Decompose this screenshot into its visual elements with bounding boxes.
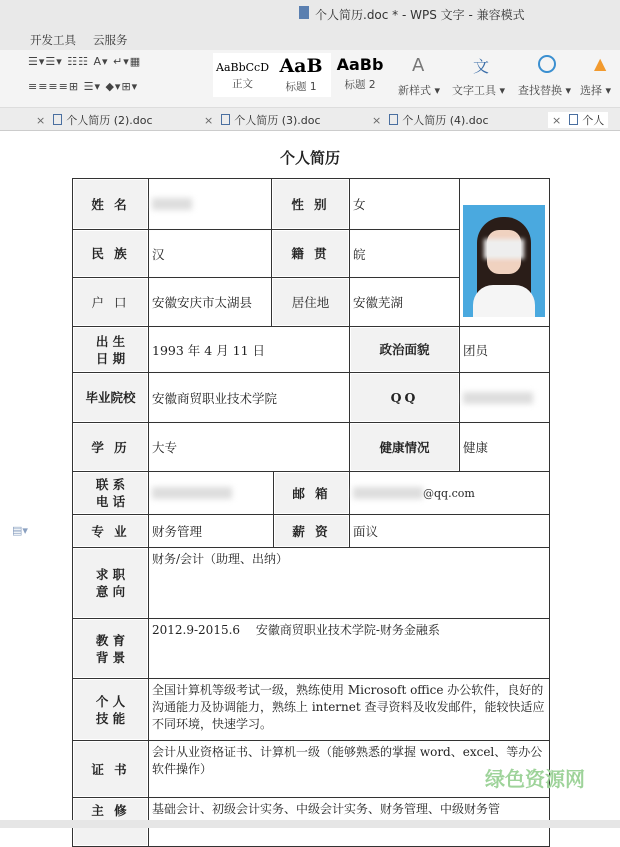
email-value: @qq.com (349, 471, 550, 515)
document-tabs (0, 108, 620, 131)
qq-value (459, 372, 550, 423)
gender-value: 女 (349, 178, 460, 230)
residence-label: 居住地 (271, 277, 350, 327)
paragraph-marker-icon[interactable]: ▤▾ (12, 524, 28, 537)
school-value: 安徽商贸职业技术学院 (148, 372, 350, 423)
doc-icon (569, 114, 578, 125)
native-value: 皖 (349, 229, 460, 278)
style-heading1[interactable]: AaB 标题 1 (279, 55, 323, 93)
education-value: 大专 (148, 422, 350, 472)
school-label: 毕业院校 (72, 372, 149, 423)
qq-label: QQ (349, 372, 460, 423)
tab-resume-4[interactable]: × 个人简历 (4).doc (372, 114, 489, 127)
status-bar (0, 820, 620, 828)
certificates-value: 会计从业资格证书、计算机一级（能够熟悉的掌握 word、excel、等办公软件操作） (148, 740, 550, 798)
education-label: 学 历 (72, 422, 149, 472)
residence-value: 安徽芜湖 (349, 277, 460, 327)
birth-value: 1993 年 4 月 11 日 (148, 326, 350, 373)
skills-label: 个 人 技 能 (72, 678, 149, 741)
document-icon (299, 6, 309, 19)
tab-resume-active[interactable]: × 个人 (548, 112, 608, 128)
phone-label: 联 系 电 话 (72, 471, 149, 515)
list-buttons-icon[interactable]: ☰▾☰▾ ☷☷ A▾ ↵▾▦ (28, 55, 142, 68)
profile-photo (463, 205, 545, 317)
tab-resume-3[interactable]: × 个人简历 (3).doc (204, 114, 321, 127)
political-label: 政治面貌 (349, 326, 460, 373)
menu-dev-tools[interactable]: 开发工具 (30, 33, 76, 47)
style-normal[interactable]: AaBbCcD 正文 (216, 61, 270, 90)
doc-icon (389, 114, 398, 125)
native-label: 籍 贯 (271, 229, 350, 278)
text-tools-button[interactable]: 文字工具 ▾ (452, 84, 506, 97)
job-intent-value: 财务/会计（助理、出纳） (148, 547, 550, 619)
hukou-label: 户 口 (72, 277, 149, 327)
education-background-value: 2012.9-2015.6 安徽商贸职业技术学院-财务金融系 (148, 618, 550, 679)
select-button[interactable]: 选择 ▾ (580, 84, 612, 97)
doc-icon (53, 114, 62, 125)
tab-resume-2[interactable]: × 个人简历 (2).doc (36, 114, 153, 127)
close-icon: × (372, 114, 382, 127)
doc-icon (221, 114, 230, 125)
nation-label: 民 族 (72, 229, 149, 278)
ribbon (0, 50, 620, 108)
job-intent-label: 求 职 意 向 (72, 547, 149, 619)
new-style-icon: A (412, 55, 425, 76)
style-gallery (213, 53, 331, 97)
align-buttons-icon[interactable]: ≡≡≡≡⊞ ☰▾ ◆▾⊞▾ (28, 80, 139, 93)
new-style-button[interactable]: 新样式 ▾ (398, 84, 441, 97)
salary-value: 面议 (349, 514, 550, 548)
gender-label: 性 别 (271, 178, 350, 230)
select-cursor-icon: ▲ (594, 54, 607, 73)
certificates-label: 证 书 (72, 740, 149, 798)
menu-bar (0, 28, 620, 50)
menu-cloud[interactable]: 云服务 (93, 33, 128, 47)
hukou-value: 安徽安庆市太湖县 (148, 277, 272, 327)
major-value: 财务管理 (148, 514, 274, 548)
salary-label: 薪 资 (273, 514, 350, 548)
find-replace-button[interactable]: 查找替换 ▾ (518, 84, 572, 97)
birth-label: 出 生 日 期 (72, 326, 149, 373)
close-icon: × (204, 114, 214, 127)
health-value: 健康 (459, 422, 550, 472)
title-bar (0, 0, 620, 28)
style-heading2[interactable]: AaBb 标题 2 (336, 55, 384, 91)
skills-value: 全国计算机等级考试一级，熟练使用 Microsoft office 办公软件，良好的沟通能力及协调能力，熟练上 internet 查寻资料及收发邮件，能较快适应不同环境，快速学习。 (148, 678, 550, 741)
name-value (148, 178, 272, 230)
nation-value: 汉 (148, 229, 272, 278)
window-title: 个人简历.doc * - WPS 文字 - 兼容模式 (315, 8, 525, 22)
courses-label: 主 修 (72, 797, 149, 847)
education-background-label: 教 育 背 景 (72, 618, 149, 679)
watermark: 绿色资源网 (485, 767, 585, 791)
courses-value: 基础会计、初级会计实务、中级会计实务、财务管理、中级财务管 (148, 797, 550, 847)
health-label: 健康情况 (349, 422, 460, 472)
close-icon: × (36, 114, 46, 127)
doc-title: 个人简历 (279, 149, 340, 167)
phone-value (148, 471, 274, 515)
major-label: 专 业 (72, 514, 149, 548)
email-label: 邮 箱 (273, 471, 350, 515)
close-icon: × (552, 114, 562, 127)
find-replace-icon (538, 55, 556, 73)
political-value: 团员 (459, 326, 550, 373)
text-tools-icon: 文 (473, 57, 490, 76)
name-label: 姓 名 (72, 178, 149, 230)
